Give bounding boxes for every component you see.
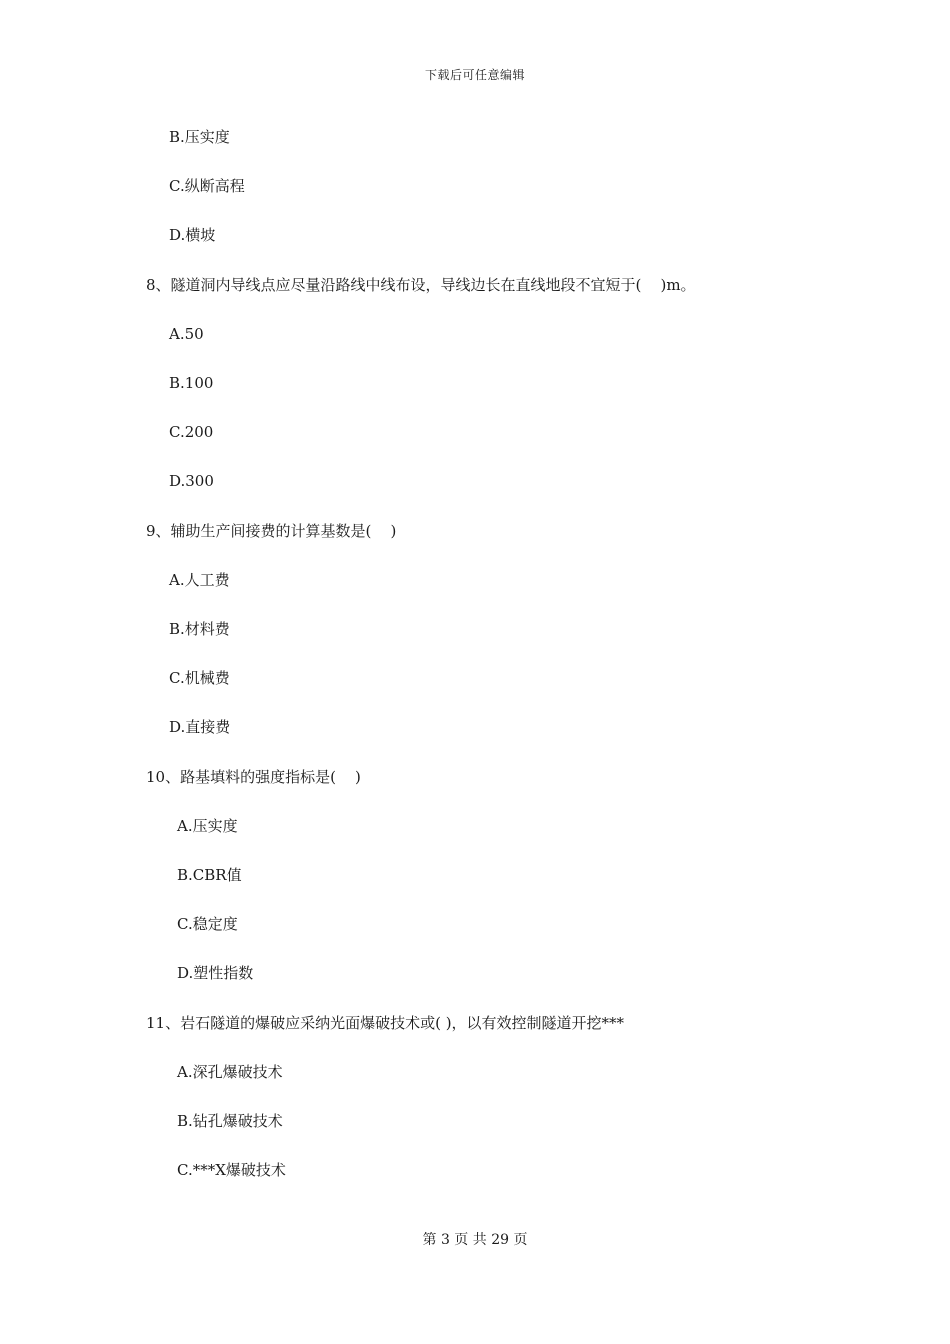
option-11c: C.***X爆破技术: [177, 1161, 286, 1179]
question-10: 10、路基填料的强度指标是( ): [146, 768, 361, 786]
option-9c: C.机械费: [169, 669, 230, 687]
option-8c: C.200: [169, 423, 214, 441]
option-7b: B.压实度: [169, 128, 230, 146]
option-11a: A.深孔爆破技术: [177, 1063, 283, 1081]
option-10d: D.塑性指数: [177, 964, 254, 982]
question-8: 8、隧道洞内导线点应尽量沿路线中线布设，导线边长在直线地段不宜短于( )m。: [146, 276, 696, 294]
option-9d: D.直接费: [169, 718, 231, 736]
question-9: 9、辅助生产间接费的计算基数是( ): [146, 522, 397, 540]
option-7c: C.纵断高程: [169, 177, 245, 195]
option-10c: C.稳定度: [177, 915, 238, 933]
option-9b: B.材料费: [169, 620, 230, 638]
option-7d: D.横坡: [169, 226, 216, 244]
option-8d: D.300: [169, 472, 214, 490]
option-10b: B.CBR值: [177, 866, 242, 884]
option-9a: A.人工费: [169, 571, 230, 589]
option-8a: A.50: [169, 325, 204, 343]
option-8b: B.100: [169, 374, 214, 392]
option-10a: A.压实度: [177, 817, 238, 835]
option-11b: B.钻孔爆破技术: [177, 1112, 283, 1130]
question-11: 11、岩石隧道的爆破应采纳光面爆破技术或( )，以有效控制隧道开挖***: [146, 1014, 625, 1032]
header-note: 下载后可任意编辑: [424, 68, 525, 82]
page-number: 第 3 页 共 29 页: [422, 1232, 528, 1248]
